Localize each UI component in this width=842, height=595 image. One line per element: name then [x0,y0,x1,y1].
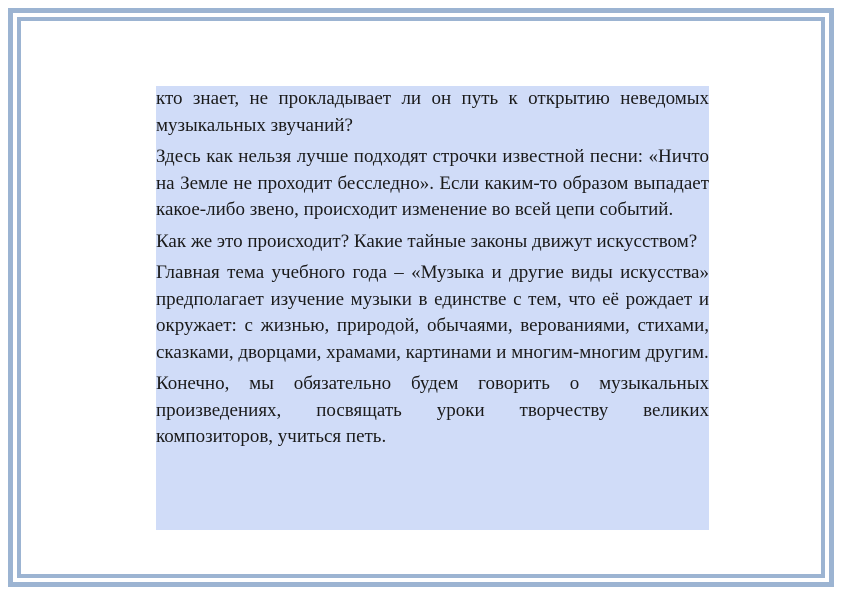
slide-text-block [156,86,709,530]
paragraph-4: Главная тема учебного года – «Музыка и другие виды искусства» предполагает изучение музыки в единстве с тем, что её рождает и окружает: с жизнью, природой, обычаями, верованиями, стихами, сказками, дворцами, храмами, картинами и многим-многим другим. [156,262,709,363]
paragraph-1: кто знает, не прокладывает ли он путь к открытию неведомых музыкальных звучаний? [156,88,709,136]
paragraph-5: Конечно, мы обязательно будем говорить о музыкальных произведениях, посвящать уроки творчеству великих композиторов, учиться петь. [156,373,709,447]
paragraph-3: Как же это происходит? Какие тайные законы движут искусством? [156,230,698,252]
paragraph-2: Здесь как нельзя лучше подходят строчки известной песни: «Ничто на Земле не проходит бесследно». Если каким-то образом выпадает какое-либо звено, происходит изменение во всей цепи событий. [156,146,709,220]
